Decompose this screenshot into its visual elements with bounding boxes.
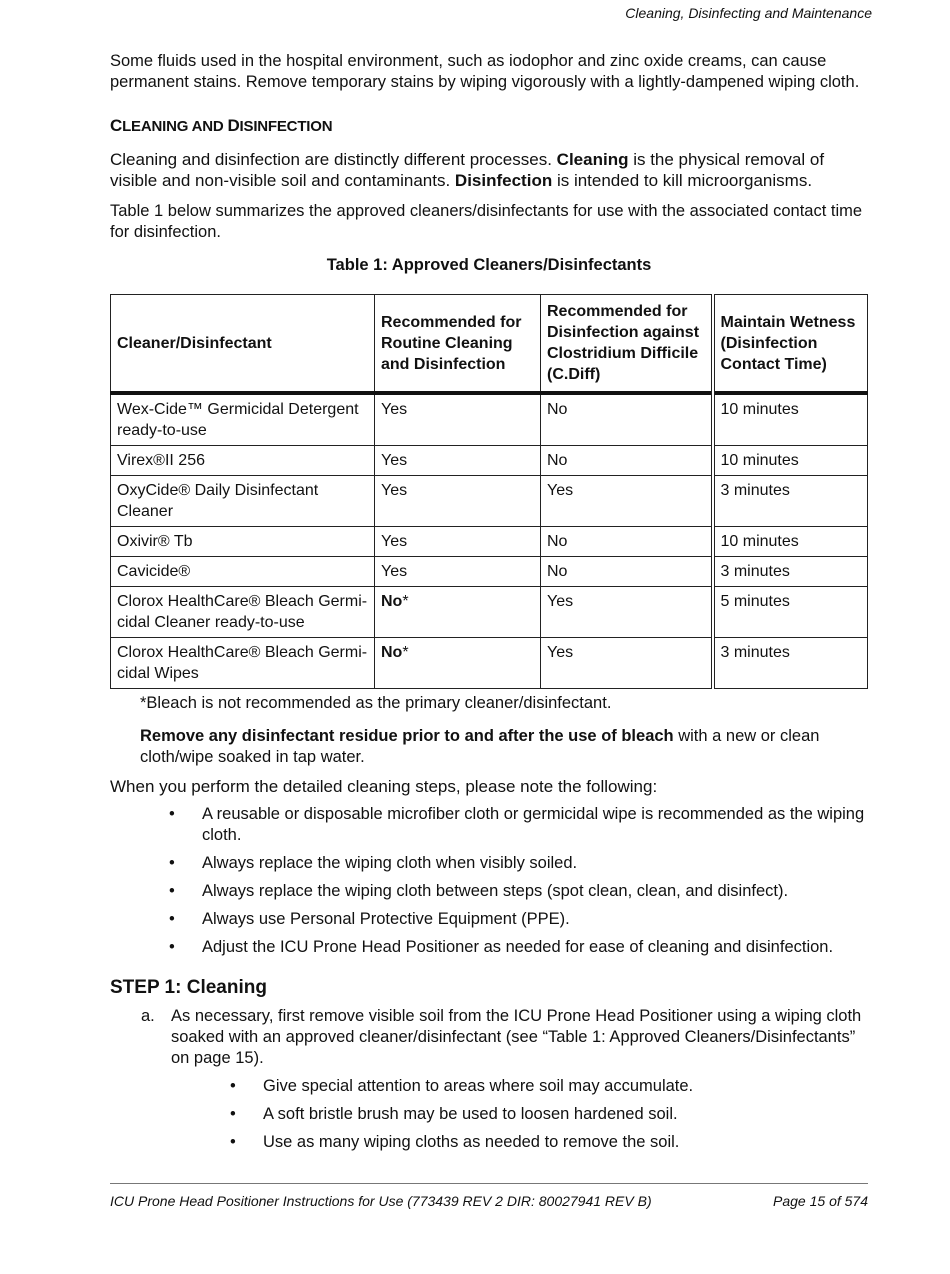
cell: Yes [375, 446, 541, 476]
intro-paragraph: Some fluids used in the hospital environment, such as iodophor and zinc oxide creams, can cause permanent stains. Remove temporary stains by wiping vigorously with a lightly-dampened wiping cloth. [110, 52, 860, 91]
cell: 10 minutes [713, 446, 868, 476]
cell: 3 minutes [713, 638, 868, 689]
cell: No [541, 446, 713, 476]
step-label: a. [141, 1007, 155, 1025]
list-item [171, 937, 868, 958]
bullet-icon: • [169, 938, 175, 956]
cell: 3 minutes [713, 476, 868, 527]
step-text: As necessary, first remove visible soil from the ICU Prone Head Positioner using a wiping cloth soaked with an approved cleaner/disinfectant (see “Table 1: Approved Cleaners/Disinfectants” on page 15). [171, 1007, 862, 1067]
table-row [111, 446, 868, 476]
table-row [111, 393, 868, 446]
list-item [171, 881, 868, 902]
list-item-text: Always replace the wiping cloth between steps (spot clean, clean, and disinfect). [202, 882, 789, 900]
cell: Clorox HealthCare® Bleach Germi-cidal Cleaner ready-to-use [111, 587, 375, 638]
cell: Oxivir® Tb [111, 527, 375, 557]
cell: 3 minutes [713, 557, 868, 587]
cleaners-table [110, 294, 868, 689]
steps-intro: When you perform the detailed cleaning steps, please note the following: [110, 777, 658, 796]
text: is the physical removal of visible and non-visible soil and contaminants. [110, 150, 825, 190]
cell: No [541, 527, 713, 557]
cell: Wex-Cide™ Germicidal Detergent ready-to-use [111, 393, 375, 446]
document-id: ICU Prone Head Positioner Instructions for Use (773439 REV 2 DIR: 80027941 REV B) [110, 1193, 652, 1209]
residue-bold: Remove any disinfectant residue prior to and after the use of bleach [140, 727, 674, 745]
list-item [232, 1076, 868, 1097]
step1-heading: STEP 1: Cleaning [110, 977, 267, 998]
cell [375, 587, 541, 638]
page-number: Page 15 of 574 [773, 1193, 868, 1209]
list-item-text: Always use Personal Protective Equipment (PPE). [202, 910, 570, 928]
sub-bullet-list [232, 1076, 868, 1153]
col-header: Maintain Wetness (Disinfection Contact Time) [713, 295, 868, 394]
residue-rest: with a new or clean cloth/wipe soaked in tap water. [140, 727, 820, 766]
cell-bold: No [381, 593, 403, 610]
heading-part: C [110, 116, 123, 135]
table-row [111, 587, 868, 638]
cell: Virex®II 256 [111, 446, 375, 476]
cell: No [541, 557, 713, 587]
cell: Yes [541, 638, 713, 689]
list-item-text: A soft bristle brush may be used to loosen hardened soil. [263, 1105, 678, 1123]
list-item-text: Adjust the ICU Prone Head Positioner as needed for ease of cleaning and disinfection. [202, 938, 834, 956]
list-item-text: Always replace the wiping cloth when visibly soiled. [202, 854, 578, 872]
list-item [171, 853, 868, 874]
cell: 5 minutes [713, 587, 868, 638]
cell: Clorox HealthCare® Bleach Germi-cidal Wipes [111, 638, 375, 689]
cell-bold: No [381, 644, 403, 661]
table-title: Table 1: Approved Cleaners/Disinfectants [326, 256, 652, 274]
bullet-icon: • [169, 805, 175, 823]
asterisk: * [402, 644, 409, 661]
list-item [171, 804, 868, 846]
bullet-icon: • [169, 882, 175, 900]
cell: Cavicide® [111, 557, 375, 587]
list-item-text: Use as many wiping cloths as needed to remove the soil. [263, 1133, 680, 1151]
bullet-icon: • [169, 854, 175, 872]
term-disinfection: Disinfection [454, 171, 553, 190]
cell: Yes [541, 587, 713, 638]
heading-part: ISINFECTION [239, 118, 333, 135]
term-cleaning: Cleaning [556, 150, 629, 169]
footnote: *Bleach is not recommended as the primary cleaner/disinfectant. [140, 694, 612, 712]
asterisk: * [402, 593, 409, 610]
cell: 10 minutes [713, 393, 868, 446]
bullet-list [171, 804, 868, 958]
cell [375, 638, 541, 689]
page-footer [110, 1183, 868, 1214]
table-intro: Table 1 below summarizes the approved cleaners/disinfectants for use with the associated contact time for disinfection. [110, 202, 863, 241]
list-item [171, 909, 868, 930]
text: Cleaning and disinfection are distinctly different processes. [110, 150, 557, 169]
cell: No [541, 393, 713, 446]
cell: Yes [541, 476, 713, 527]
cell: Yes [375, 393, 541, 446]
table-header-row [111, 295, 868, 394]
heading-part: LEANING AND [122, 118, 228, 135]
table-row [111, 557, 868, 587]
residue-note [140, 726, 868, 768]
bullet-icon: • [230, 1077, 236, 1095]
text: is intended to kill microorganisms. [552, 171, 813, 190]
list-item-text: Give special attention to areas where soil may accumulate. [263, 1077, 694, 1095]
definition-paragraph [110, 149, 868, 191]
list-item-text: A reusable or disposable microfiber cloth or germicidal wipe is recommended as the wiping cloth. [202, 805, 865, 844]
table-row [111, 476, 868, 527]
running-header: Cleaning, Disinfecting and Maintenance [625, 5, 872, 21]
col-header: Recommended for Disinfection against Clostridium Difficile (C.Diff) [541, 295, 713, 394]
step-a [110, 1006, 868, 1069]
cell: 10 minutes [713, 527, 868, 557]
list-item [232, 1104, 868, 1125]
list-item [232, 1132, 868, 1153]
col-header: Cleaner/Disinfectant [111, 295, 375, 394]
heading-part: D [227, 116, 240, 135]
cell: Yes [375, 527, 541, 557]
cell: Yes [375, 476, 541, 527]
bullet-icon: • [230, 1105, 236, 1123]
section-heading [110, 115, 868, 137]
bullet-icon: • [169, 910, 175, 928]
bullet-icon: • [230, 1133, 236, 1151]
table-row [111, 638, 868, 689]
table-row [111, 527, 868, 557]
col-header: Recommended for Routine Cleaning and Disinfection [375, 295, 541, 394]
cell: OxyCide® Daily Disinfectant Cleaner [111, 476, 375, 527]
cell: Yes [375, 557, 541, 587]
